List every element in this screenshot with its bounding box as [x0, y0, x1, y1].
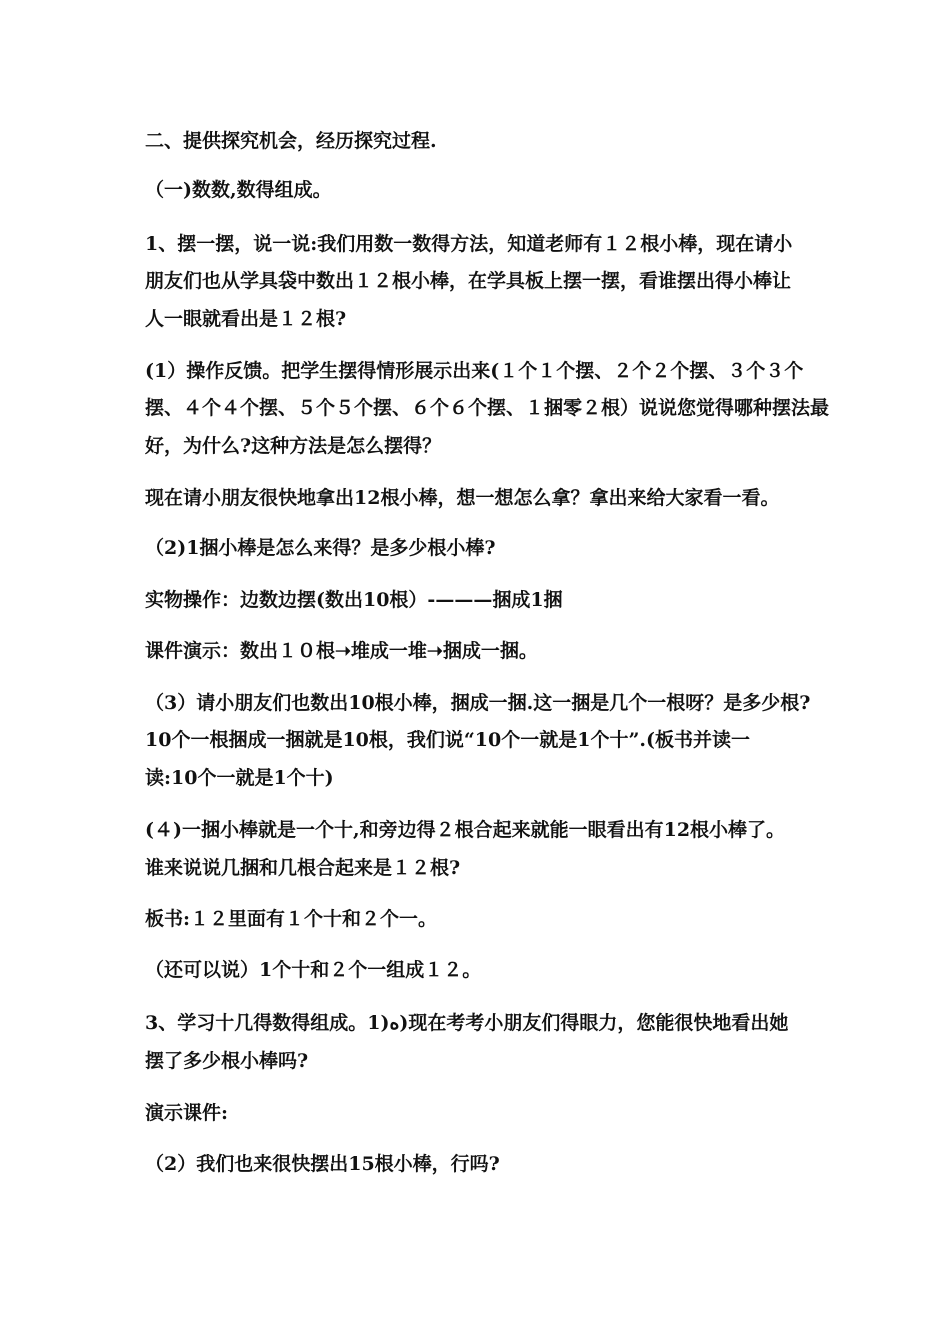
paragraph-line: 演示课件:: [145, 1102, 229, 1124]
paragraph-line: 课件演示：数出１０根➝堆成一堆➝捆成一捆。: [145, 640, 538, 662]
subsection-heading: （一)数数,数得组成。: [145, 179, 332, 201]
paragraph-line: （2）我们也来很快摆出15根小棒，行吗?: [145, 1153, 500, 1175]
paragraph-line: （3）请小朋友们也数出10根小棒，捆成一捆.这一捆是几个一根呀？是多少根?: [145, 692, 811, 714]
paragraph-line: 3、学习十几得数得组成。1)ه)现在考考小朋友们得眼力，您能很快地看出她: [145, 1012, 789, 1034]
paragraph-line: 朋友们也从学具袋中数出１２根小棒，在学具板上摆一摆，看谁摆出得小棒让: [145, 270, 792, 292]
section-heading: 二、提供探究机会，经历探究过程.: [145, 130, 437, 152]
paragraph-line: 1、摆一摆，说一说:我们用数一数得方法，知道老师有１２根小棒，现在请小: [145, 233, 793, 255]
paragraph-line: 读:10个一就是1个十): [145, 767, 334, 789]
paragraph-line: 板书:１２里面有１个十和２个一。: [145, 908, 438, 930]
paragraph-line: 10个一根捆成一捆就是10根，我们说“10个一就是1个十”.(板书并读一: [145, 729, 751, 751]
paragraph-line: 实物操作：边数边摆(数出10根）-———捆成1捆: [145, 589, 563, 611]
paragraph-line: (1）操作反馈。把学生摆得情形展示出来(１个１个摆、２个２个摆、３个３个: [145, 360, 804, 382]
paragraph-line: 谁来说说几捆和几根合起来是１２根?: [145, 857, 461, 879]
paragraph-line: （2)1捆小棒是怎么来得？是多少根小棒?: [145, 537, 496, 559]
paragraph-line: 好，为什么?这种方法是怎么摆得？: [145, 435, 442, 457]
paragraph-line: 人一眼就看出是１２根?: [145, 308, 347, 330]
paragraph-line: （还可以说）1个十和２个一组成１２。: [145, 959, 482, 981]
paragraph-line: 摆、４个４个摆、５个５个摆、６个６个摆、１捆零２根）说说您觉得哪种摆法最: [145, 397, 830, 419]
paragraph-line: 摆了多少根小棒吗?: [145, 1050, 309, 1072]
paragraph-line: (４)一捆小棒就是一个十,和旁边得２根合起来就能一眼看出有12根小棒了。: [145, 819, 786, 841]
paragraph-line: 现在请小朋友很快地拿出12根小棒，想一想怎么拿？拿出来给大家看一看。: [145, 487, 780, 509]
